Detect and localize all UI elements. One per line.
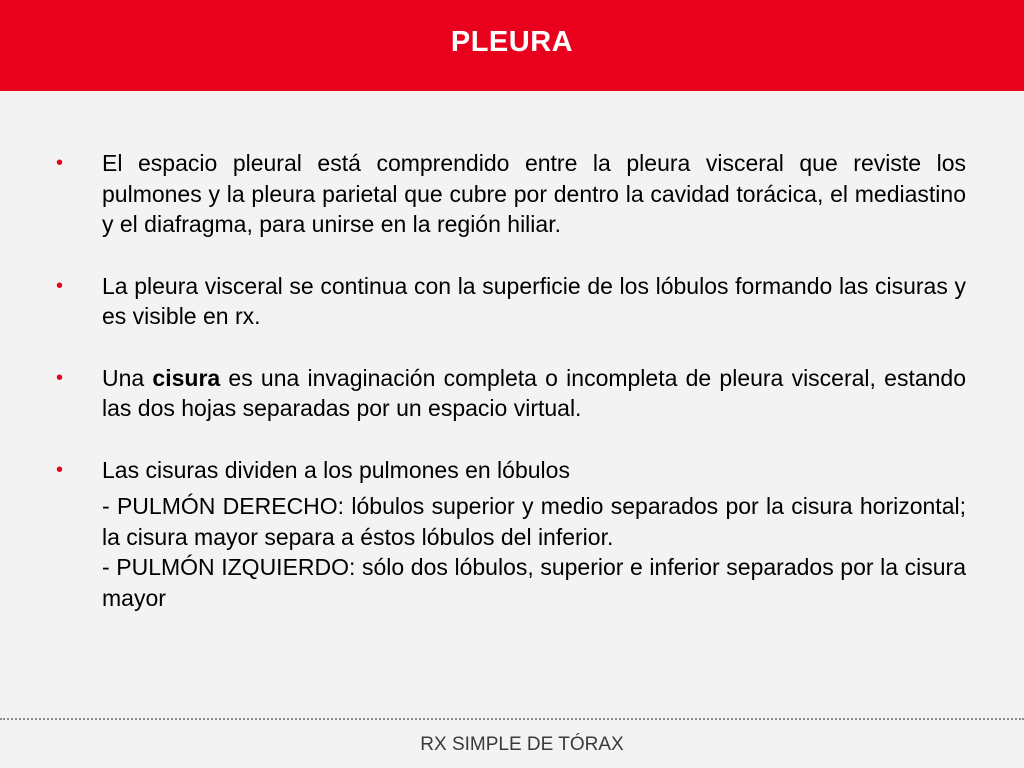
bullet-item: [56, 148, 966, 240]
bullet-text: Las cisuras dividen a los pulmones en lóbulos: [102, 456, 570, 483]
slide-title: PLEURA: [450, 26, 574, 58]
bullet-text: La pleura visceral se continua con la superficie de los lóbulos formando las cisuras y es visible en rx.: [102, 272, 966, 329]
bullet-text-after: es una invaginación completa o incompleta de pleura visceral, estando las dos hojas separadas por un espacio virtual.: [102, 364, 966, 421]
bullet-text-bold: cisura: [152, 364, 221, 391]
slide-content: [56, 148, 966, 613]
bullet-text-before: Una: [102, 364, 153, 391]
bullet-text: El espacio pleural está comprendido entre la pleura visceral que reviste los pulmones y la pleura parietal que cubre por dentro la cavidad torácica, el mediastino y el diafragma, para unirse en la región hiliar.: [102, 150, 966, 237]
sub-paragraph-left-lung: - PULMÓN IZQUIERDO: sólo dos lóbulos, superior e inferior separados por la cisura mayor: [102, 554, 966, 611]
bullet-item: [56, 271, 966, 332]
bullet-icon: •: [56, 152, 64, 174]
sub-paragraph-group: [56, 491, 966, 613]
bullet-item: [56, 363, 966, 424]
bullet-icon: •: [56, 274, 64, 297]
bullet-icon: •: [56, 458, 64, 481]
bullet-item: [56, 455, 966, 486]
sub-paragraph-right-lung: - PULMÓN DERECHO: lóbulos superior y medio separados por la cisura horizontal; la cisura mayor separa a éstos lóbulos del inferior.: [102, 493, 966, 550]
footer-text: RX SIMPLE DE TÓRAX: [420, 734, 624, 755]
title-bar: [0, 0, 1024, 91]
footer-divider: [0, 718, 1024, 720]
bullet-icon: •: [56, 366, 64, 389]
